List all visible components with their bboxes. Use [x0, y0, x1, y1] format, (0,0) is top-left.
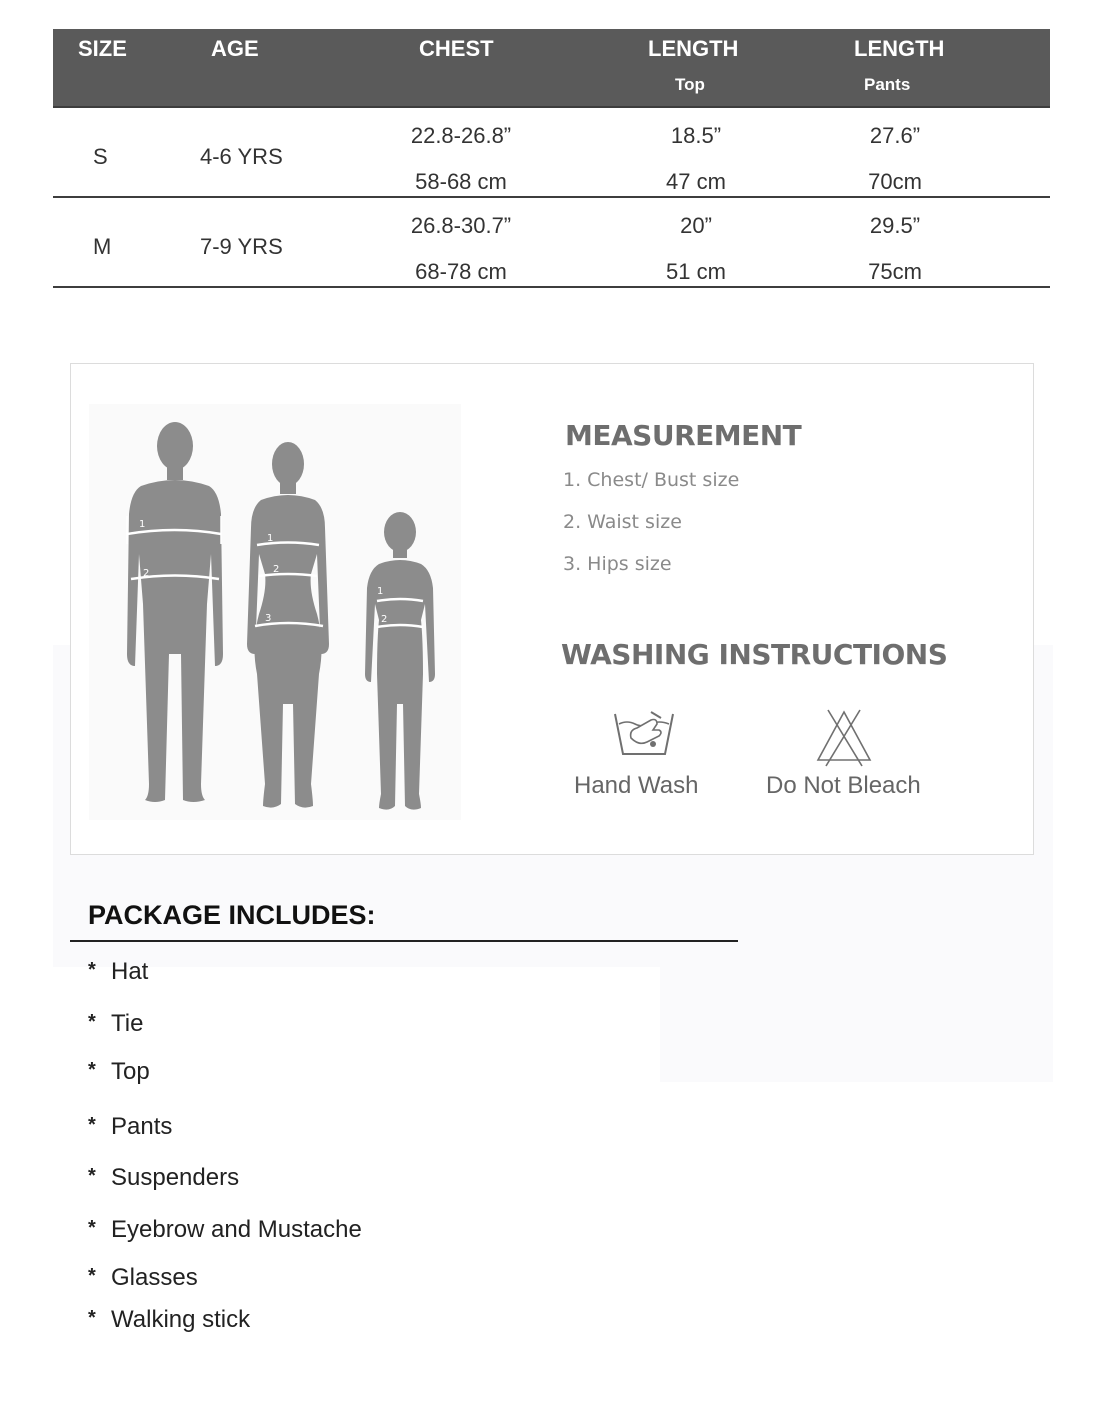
table-header [53, 29, 1050, 108]
header-length-pants: LENGTH [854, 36, 945, 61]
figure-label: 1 [377, 586, 384, 597]
figure-label: 2 [273, 564, 280, 575]
cell-top-in: 18.5” [670, 123, 722, 148]
header-chest: CHEST [419, 36, 494, 61]
cell-age: 4-6 YRS [200, 144, 283, 169]
list-item [88, 1058, 150, 1086]
list-item [88, 1306, 250, 1334]
size-chart-table [53, 29, 1050, 288]
header-length-pants-sub: Pants [864, 75, 911, 94]
cell-top-in: 20” [680, 213, 712, 238]
bullet: * [88, 1059, 96, 1081]
measurement-title: MEASUREMENT [565, 419, 802, 452]
package-divider [70, 940, 738, 942]
header-age: AGE [211, 36, 259, 61]
hand-wash-label: Hand Wash [574, 772, 699, 799]
hand-wash-icon [611, 708, 677, 767]
measurement-item: 3. Hips size [563, 553, 672, 575]
list-item-label: Walking stick [111, 1306, 251, 1333]
bullet: * [88, 1114, 96, 1136]
figure-label: 2 [143, 568, 150, 579]
cell-size: M [93, 234, 112, 259]
adult-male-silhouette [127, 422, 223, 802]
bullet: * [88, 1265, 96, 1287]
cell-pants-in: 27.6” [869, 123, 921, 148]
list-item-label: Hat [111, 958, 149, 985]
cell-top-cm: 47 cm [666, 169, 726, 194]
list-item-label: Eyebrow and Mustache [111, 1216, 362, 1243]
figure-label: 2 [381, 614, 388, 625]
cell-pants-cm: 70cm [868, 169, 922, 194]
cell-chest-in: 26.8-30.7” [410, 213, 512, 238]
header-size: SIZE [78, 36, 127, 61]
cell-chest-cm: 58-68 cm [415, 169, 507, 194]
body-measurement-figures [89, 404, 461, 820]
figure-label: 1 [267, 533, 274, 544]
figure-label: 3 [265, 613, 272, 624]
child-silhouette [365, 512, 435, 810]
list-item-label: Tie [111, 1010, 144, 1037]
bullet: * [88, 1217, 96, 1239]
no-bleach-label: Do Not Bleach [766, 772, 921, 799]
table-row [53, 198, 1050, 288]
package-title: PACKAGE INCLUDES: [88, 900, 376, 930]
washing-title: WASHING INSTRUCTIONS [561, 638, 948, 671]
figure-label: 1 [139, 519, 146, 530]
list-item [88, 1264, 198, 1292]
cell-pants-cm: 75cm [868, 259, 922, 284]
header-length-top: LENGTH [648, 36, 739, 61]
background-patch [660, 960, 1053, 1082]
list-item-label: Glasses [111, 1264, 198, 1291]
bullet: * [88, 1011, 96, 1033]
list-item-label: Pants [111, 1113, 173, 1140]
bullet: * [88, 959, 96, 981]
header-length-top-sub: Top [675, 75, 705, 94]
cell-age: 7-9 YRS [200, 234, 283, 259]
table-row [53, 108, 1050, 198]
cell-chest-in: 22.8-26.8” [410, 123, 512, 148]
cell-size: S [93, 144, 108, 169]
silhouettes-illustration [89, 404, 461, 820]
bullet: * [88, 1307, 96, 1329]
no-bleach-icon [814, 708, 874, 773]
list-item-label: Suspenders [111, 1164, 240, 1191]
list-item [88, 1113, 172, 1141]
measurement-item: 1. Chest/ Bust size [563, 469, 740, 491]
list-item [88, 1216, 362, 1244]
list-item-label: Top [111, 1058, 150, 1085]
cell-top-cm: 51 cm [666, 259, 726, 284]
measurement-item: 2. Waist size [563, 511, 682, 533]
cell-pants-in: 29.5” [869, 213, 921, 238]
list-item [88, 1164, 239, 1192]
list-item [88, 1010, 143, 1038]
measurement-panel [70, 363, 1034, 855]
bullet: * [88, 1165, 96, 1187]
list-item [88, 958, 148, 986]
cell-chest-cm: 68-78 cm [415, 259, 507, 284]
